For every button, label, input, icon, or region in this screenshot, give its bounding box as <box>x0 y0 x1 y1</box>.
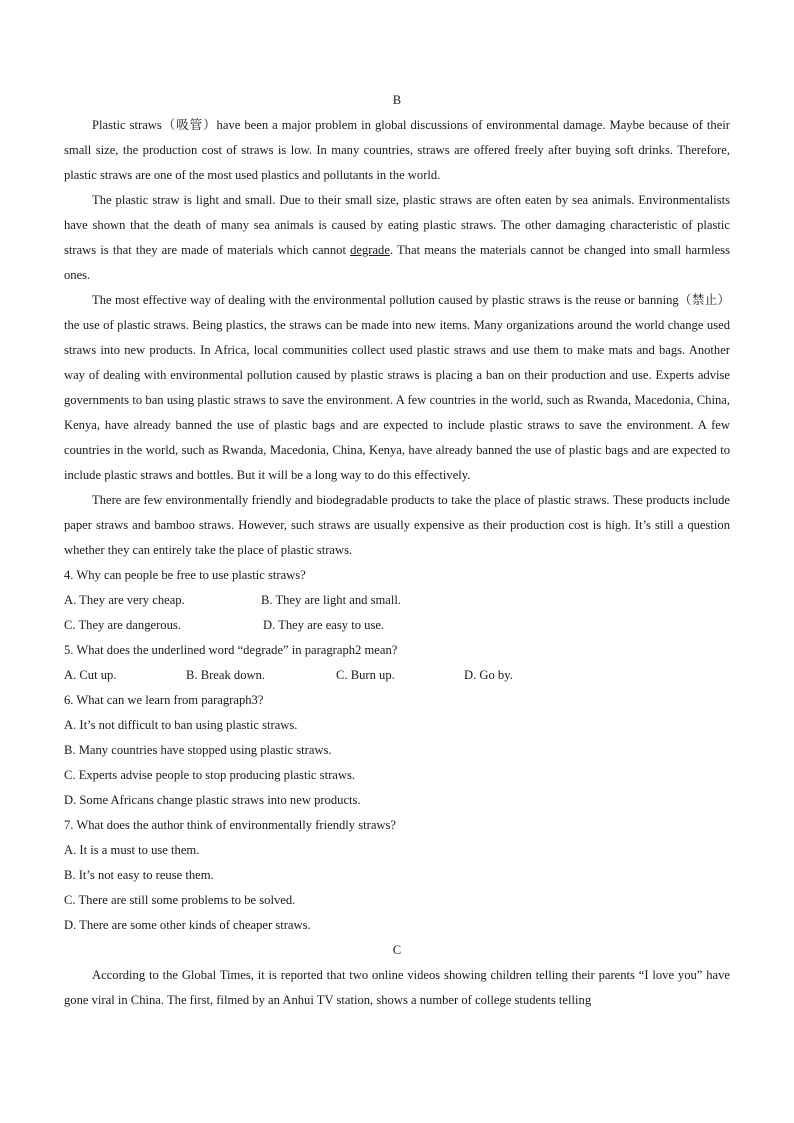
question-7-option-b: B. It’s not easy to reuse them. <box>64 868 214 882</box>
question-6-option-a: A. It’s not difficult to ban using plastic straws. <box>64 718 298 732</box>
question-5-option-b: B. Break down. <box>186 668 266 682</box>
question-7-stem: 7. What does the author think of environmentally friendly straws? <box>64 818 397 832</box>
question-4-options-row-2 <box>64 613 730 638</box>
question-4-stem: 4. Why can people be free to use plastic straws? <box>64 568 306 582</box>
question-7-option-d: D. There are some other kinds of cheaper straws. <box>64 918 311 932</box>
paragraph-2-text-after: . That means the materials cannot be changed into small harmless ones. <box>64 243 730 282</box>
section-b-paragraph-3: The most effective way of dealing with the environmental pollution caused by plastic straws is the reuse or banning（禁止）the use of plastic straws. Being plastics, the straws can be made into new items. Many organizations around the world change used straws into new products. In Africa, local communities collect used plastic straws and use them to make mats and bags. Another way of dealing with environmental pollution caused by plastic straws is placing a ban on their production and use. Experts advise governments to ban using plastic straws to save the environment. A few countries in the world, such as Rwanda, Macedonia, China, Kenya, have already banned the use of plastic bags and are expected to include plastic straws to save the environment. A few countries in the world, such as Rwanda, Macedonia, China, Kenya, have already banned the use of plastic bags and are expected to include plastic straws and bottles. But it will be a long way to do this effectively. <box>64 293 730 482</box>
section-b-heading: B <box>392 93 402 107</box>
document-page <box>64 88 730 1013</box>
question-6-option-d: D. Some Africans change plastic straws into new products. <box>64 793 361 807</box>
question-4-options-row-1 <box>64 588 730 613</box>
question-6-option-c: C. Experts advise people to stop producing plastic straws. <box>64 768 356 782</box>
question-5-options-row <box>64 663 730 688</box>
question-4-option-b: B. They are light and small. <box>261 593 402 607</box>
question-5-option-d: D. Go by. <box>464 668 513 682</box>
underlined-word-degrade: degrade <box>350 243 390 257</box>
section-c-heading: C <box>392 943 402 957</box>
question-5-option-c: C. Burn up. <box>336 668 395 682</box>
question-5-option-a: A. Cut up. <box>64 668 117 682</box>
question-6-option-b: B. Many countries have stopped using plastic straws. <box>64 743 332 757</box>
question-4-option-d: D. They are easy to use. <box>263 618 385 632</box>
section-c-paragraph-1: According to the Global Times, it is reported that two online videos showing children telling their parents “I love you” have gone viral in China. The first, filmed by an Anhui TV station, shows a number of college students telling <box>64 968 730 1007</box>
question-4-option-a: A. They are very cheap. <box>64 593 185 607</box>
question-7-option-a: A. It is a must to use them. <box>64 843 200 857</box>
section-b-paragraph-4: There are few environmentally friendly and biodegradable products to take the place of plastic straws. These products include paper straws and bamboo straws. However, such straws are usually expensive as their production cost is high. It’s still a question whether they can entirely take the place of plastic straws. <box>64 493 730 557</box>
paragraph-2-text-before: The plastic straw is light and small. Due to their small size, plastic straws are often eaten by sea animals. Environmentalists have shown that the death of many sea animals is caused by eating plastic straws. The other damaging characteristic of plastic straws is that they are made of materials which cannot <box>64 193 730 257</box>
question-5-stem: 5. What does the underlined word “degrade” in paragraph2 mean? <box>64 643 398 657</box>
question-4-option-c: C. They are dangerous. <box>64 618 181 632</box>
section-b-paragraph-1: Plastic straws（吸管）have been a major problem in global discussions of environmental damage. Maybe because of their small size, the production cost of straws is low. In many countries, straws are offered freely after buying soft drinks. Therefore, plastic straws are one of the most used plastics and pollutants in the world. <box>64 118 730 182</box>
question-6-stem: 6. What can we learn from paragraph3? <box>64 693 264 707</box>
question-7-option-c: C. There are still some problems to be solved. <box>64 893 296 907</box>
section-b-paragraph-2 <box>64 188 730 288</box>
